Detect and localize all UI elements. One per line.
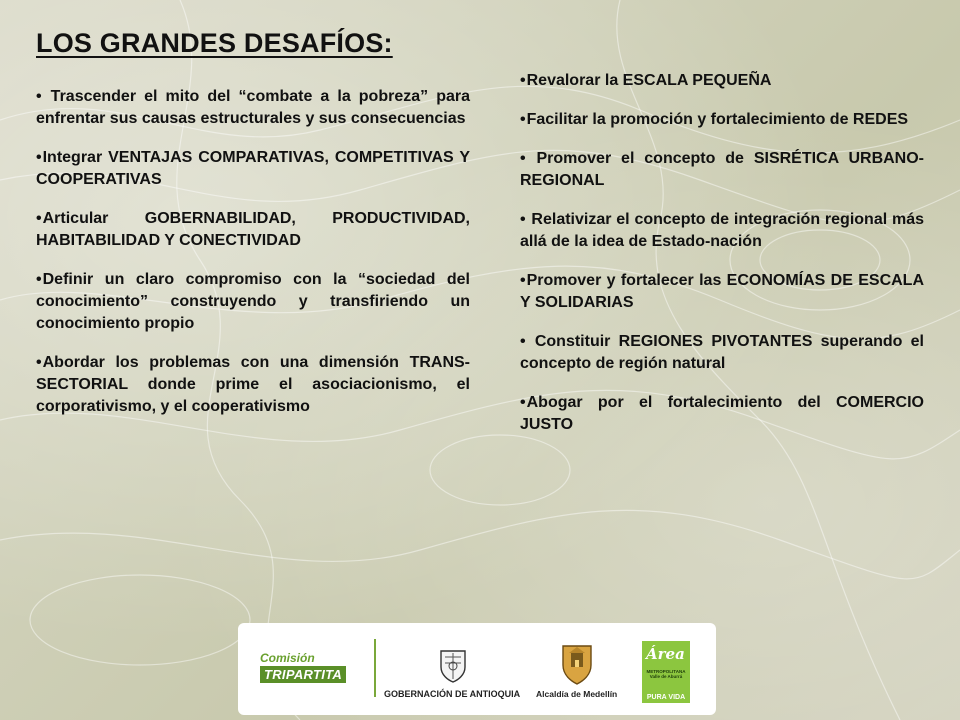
- sponsor-logo-bar: [238, 623, 716, 715]
- alcaldia-medellin-logo: [534, 643, 626, 705]
- area-tagline: PURA VIDA: [646, 694, 686, 701]
- list-item: • Abordar los problemas con una dimensión TRANS-SECTORIAL donde prime el asociacionismo, el corporativismo, y el cooperativismo: [36, 352, 470, 418]
- area-label: Área: [646, 645, 685, 663]
- list-item: • Definir un claro compromiso con la “sociedad del conocimiento” construyendo y transfiriendo un conocimiento propio: [36, 269, 470, 335]
- right-column: [520, 70, 924, 436]
- medellin-label: Alcaldía de Medellín: [536, 689, 618, 699]
- tripartita-label: TRIPARTITA: [260, 666, 346, 683]
- list-item: • Promover y fortalecer las ECONOMÍAS DE ESCALA Y SOLIDARIAS: [520, 270, 924, 314]
- gobernacion-antioquia-logo: [382, 649, 532, 705]
- list-item: • Abogar por el fortalecimiento del COMERCIO JUSTO: [520, 392, 924, 436]
- medellin-shield-icon: [560, 643, 594, 685]
- list-item: • Integrar VENTAJAS COMPARATIVAS, COMPETITIVAS Y COOPERATIVAS: [36, 147, 470, 191]
- list-item: • Trascender el mito del “combate a la pobreza” para enfrentar sus causas estructurales y sus consecuencias: [36, 86, 470, 130]
- list-item: • Revalorar la ESCALA PEQUEÑA: [520, 70, 924, 92]
- slide-title: LOS GRANDES DESAFÍOS:: [36, 28, 393, 58]
- left-challenge-list: [36, 86, 470, 418]
- list-item: • Facilitar la promoción y fortalecimiento de REDES: [520, 109, 924, 131]
- area-subtitle: METROPOLITANA Valle de Aburrá: [646, 669, 686, 679]
- left-column: [36, 86, 470, 418]
- antioquia-shield-icon: [438, 649, 468, 683]
- list-item: • Promover el concepto de SISRÉTICA URBANO-REGIONAL: [520, 148, 924, 192]
- area-metropolitana-logo: [642, 641, 690, 703]
- antioquia-label: GOBERNACIÓN DE ANTIOQUIA: [384, 689, 521, 699]
- right-challenge-list: [520, 70, 924, 436]
- logo-divider: [374, 639, 376, 697]
- list-item: • Constituir REGIONES PIVOTANTES superando el concepto de región natural: [520, 331, 924, 375]
- comision-tripartita-logo: [260, 651, 368, 687]
- list-item: • Articular GOBERNABILIDAD, PRODUCTIVIDAD, HABITABILIDAD Y CONECTIVIDAD: [36, 208, 470, 252]
- list-item: • Relativizar el concepto de integración regional más allá de la idea de Estado-nación: [520, 209, 924, 253]
- comision-label: Comisión: [260, 651, 315, 665]
